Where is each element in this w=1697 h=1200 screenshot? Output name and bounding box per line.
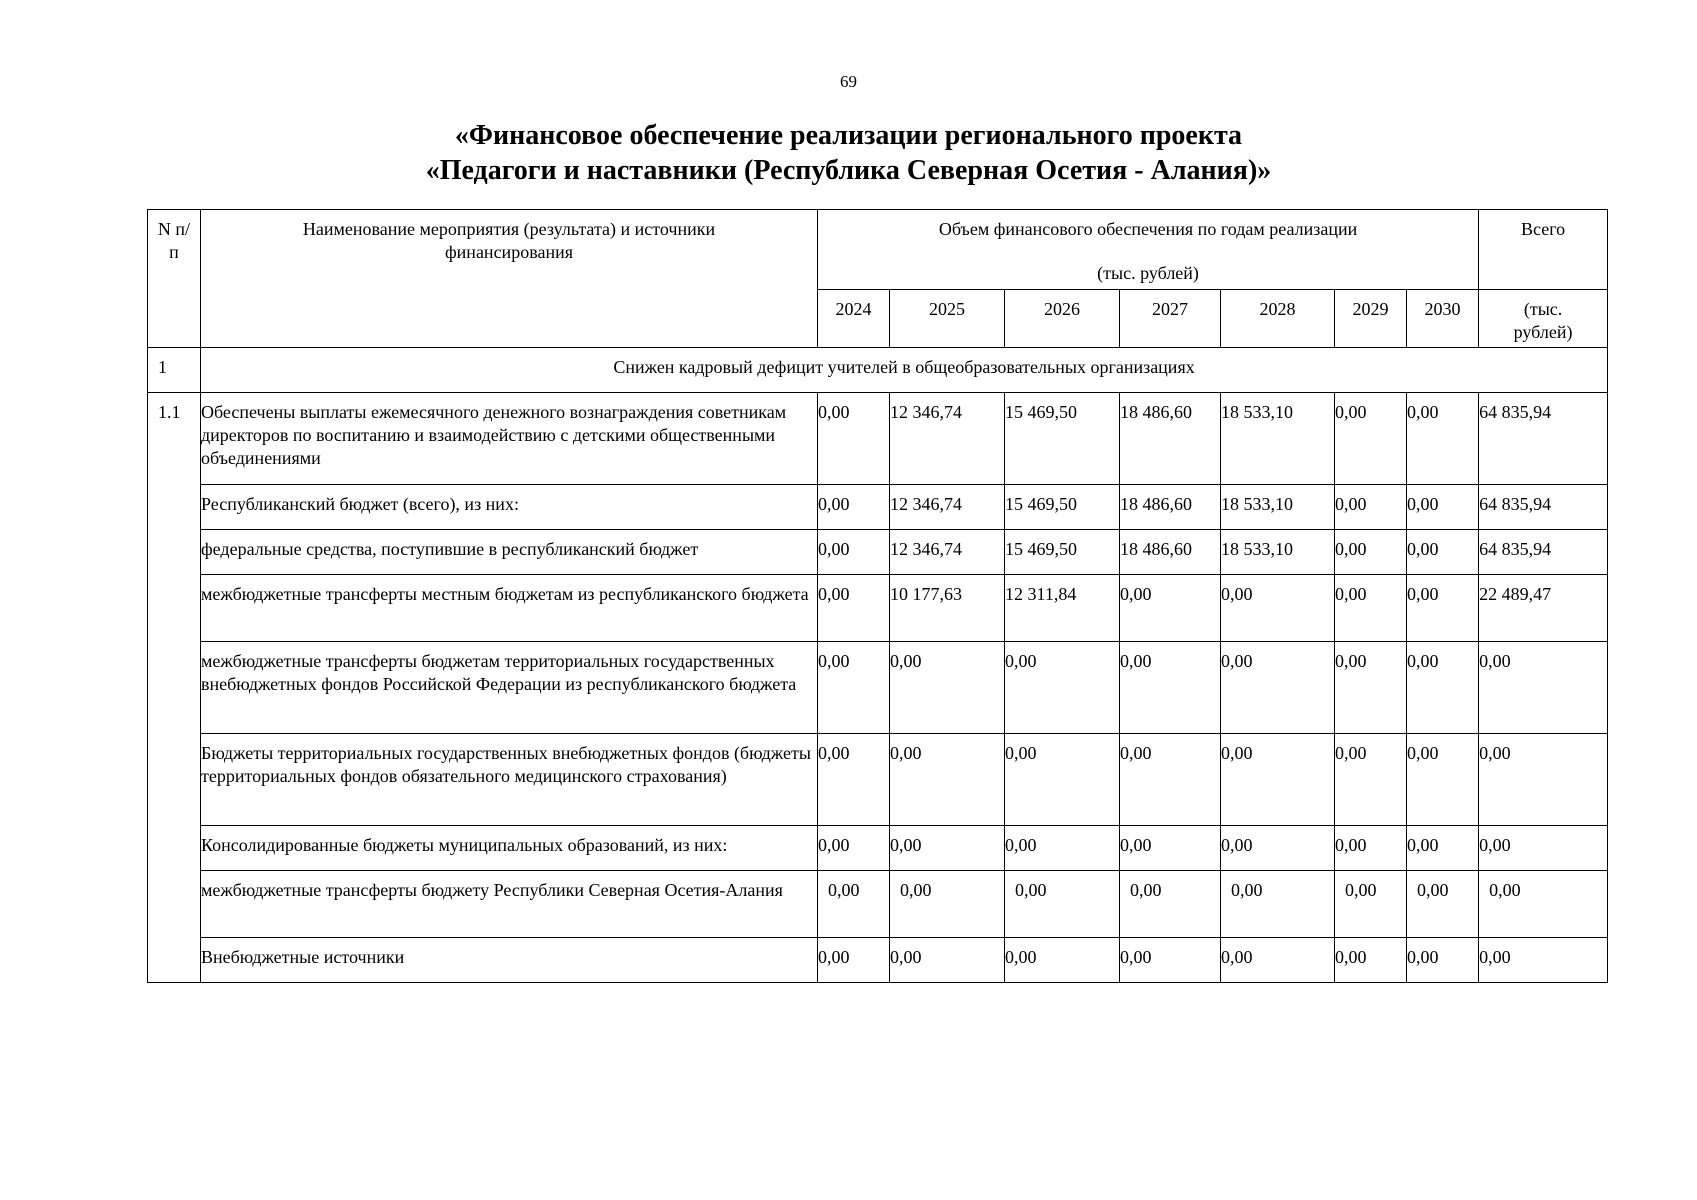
row-value-2027: 18 486,60	[1120, 485, 1221, 530]
result-value-2030: 0,00	[1407, 393, 1479, 485]
result-value-2027: 18 486,60	[1120, 393, 1221, 485]
result-value-2026: 15 469,50	[1005, 393, 1120, 485]
document-title	[0, 118, 1697, 188]
row-value-2025: 0,00	[890, 734, 1005, 826]
section-num: 1	[148, 348, 201, 393]
row-value-2029: 0,00	[1335, 642, 1407, 734]
row-value-2029: 0,00	[1335, 485, 1407, 530]
header-total: Всего	[1479, 210, 1608, 290]
header-volume-label: Объем финансового обеспечения по годам реализации	[938, 219, 1358, 239]
result-value-2028: 18 533,10	[1221, 393, 1335, 485]
row-value-2028: 0,00	[1221, 642, 1335, 734]
row-value-2025: 10 177,63	[890, 575, 1005, 642]
row-value-2030: 0,00	[1407, 575, 1479, 642]
result-value-2029: 0,00	[1335, 393, 1407, 485]
row-value-2026: 12 311,84	[1005, 575, 1120, 642]
title-line-2: «Педагоги и наставники (Республика Северная Осетия - Алания)»	[425, 155, 1272, 186]
row-value-2029: 0,00	[1335, 734, 1407, 826]
header-num: N п/п	[148, 210, 201, 348]
row-name: Внебюджетные источники	[201, 938, 818, 983]
row-value-2024: 0,00	[818, 642, 890, 734]
row-value-2027: 0,00	[1120, 826, 1221, 871]
row-value-2030: 0,00	[1407, 530, 1479, 575]
row-value-2030: 0,00	[1407, 734, 1479, 826]
table-row	[148, 734, 1608, 826]
row-value-2028: 18 533,10	[1221, 485, 1335, 530]
title-line-1: «Финансовое обеспечение реализации регионального проекта	[454, 120, 1243, 151]
table-header-row	[148, 210, 1608, 290]
row-value-total: 64 835,94	[1479, 530, 1608, 575]
row-value-2024: 0,00	[818, 530, 890, 575]
row-value-2030: 0,00	[1407, 485, 1479, 530]
row-value-2027: 0,00	[1120, 575, 1221, 642]
row-value-2030: 0,00	[1407, 938, 1479, 983]
row-value-2028: 0,00	[1221, 871, 1335, 938]
row-value-2028: 0,00	[1221, 826, 1335, 871]
row-value-2027: 0,00	[1120, 871, 1221, 938]
row-value-2029: 0,00	[1335, 938, 1407, 983]
page-number: 69	[840, 72, 857, 91]
row-value-2030: 0,00	[1407, 642, 1479, 734]
year-2029: 2029	[1335, 290, 1407, 348]
row-value-2025: 0,00	[890, 938, 1005, 983]
row-value-2028: 18 533,10	[1221, 530, 1335, 575]
result-value-2024: 0,00	[818, 393, 890, 485]
table-row	[148, 575, 1608, 642]
result-row	[148, 393, 1608, 485]
row-value-2024: 0,00	[818, 734, 890, 826]
row-value-2027: 18 486,60	[1120, 530, 1221, 575]
row-name: межбюджетные трансферты бюджету Республики Северная Осетия-Алания	[201, 871, 818, 938]
year-2024: 2024	[818, 290, 890, 348]
row-value-2027: 0,00	[1120, 938, 1221, 983]
row-name: межбюджетные трансферты местным бюджетам из республиканского бюджета	[201, 575, 818, 642]
section-row	[148, 348, 1608, 393]
row-value-2026: 0,00	[1005, 938, 1120, 983]
row-value-2024: 0,00	[818, 575, 890, 642]
row-name: Республиканский бюджет (всего), из них:	[201, 485, 818, 530]
row-value-total: 64 835,94	[1479, 485, 1608, 530]
row-value-2026: 0,00	[1005, 642, 1120, 734]
row-value-total: 0,00	[1479, 938, 1608, 983]
row-value-2025: 0,00	[890, 826, 1005, 871]
row-value-2025: 12 346,74	[890, 530, 1005, 575]
header-total-unit: (тыс. рублей)	[1479, 290, 1608, 348]
year-2026: 2026	[1005, 290, 1120, 348]
row-name: федеральные средства, поступившие в республиканский бюджет	[201, 530, 818, 575]
row-value-2026: 0,00	[1005, 734, 1120, 826]
result-num: 1.1	[148, 393, 201, 983]
header-volume	[818, 210, 1479, 290]
row-value-2024: 0,00	[818, 871, 890, 938]
row-value-2029: 0,00	[1335, 530, 1407, 575]
table-row	[148, 485, 1608, 530]
row-value-2029: 0,00	[1335, 826, 1407, 871]
header-name: Наименование мероприятия (результата) и источники финансирования	[201, 210, 818, 348]
header-volume-unit: (тыс. рублей)	[1097, 263, 1199, 283]
year-2030: 2030	[1407, 290, 1479, 348]
row-name: Бюджеты территориальных государственных внебюджетных фондов (бюджеты территориальных фондов обязательного медицинского страхования)	[201, 734, 818, 826]
row-value-2028: 0,00	[1221, 938, 1335, 983]
row-value-2029: 0,00	[1335, 871, 1407, 938]
year-2027: 2027	[1120, 290, 1221, 348]
row-value-2027: 0,00	[1120, 642, 1221, 734]
table-row	[148, 871, 1608, 938]
row-value-2026: 0,00	[1005, 826, 1120, 871]
row-value-2029: 0,00	[1335, 575, 1407, 642]
year-2025: 2025	[890, 290, 1005, 348]
row-value-total: 0,00	[1479, 734, 1608, 826]
financing-table	[147, 209, 1608, 983]
row-value-2025: 0,00	[890, 871, 1005, 938]
section-title: Снижен кадровый дефицит учителей в общеобразовательных организациях	[201, 348, 1608, 393]
row-value-2025: 12 346,74	[890, 485, 1005, 530]
row-value-total: 0,00	[1479, 826, 1608, 871]
table-row	[148, 642, 1608, 734]
row-value-2027: 0,00	[1120, 734, 1221, 826]
row-value-2026: 15 469,50	[1005, 530, 1120, 575]
row-value-total: 22 489,47	[1479, 575, 1608, 642]
row-value-2030: 0,00	[1407, 826, 1479, 871]
row-value-total: 0,00	[1479, 642, 1608, 734]
result-value-total: 64 835,94	[1479, 393, 1608, 485]
row-value-2024: 0,00	[818, 485, 890, 530]
result-value-2025: 12 346,74	[890, 393, 1005, 485]
row-value-2024: 0,00	[818, 826, 890, 871]
table-row	[148, 938, 1608, 983]
row-value-2026: 0,00	[1005, 871, 1120, 938]
row-value-2028: 0,00	[1221, 734, 1335, 826]
result-name: Обеспечены выплаты ежемесячного денежного вознаграждения советникам директоров по воспитанию и взаимодействию с детскими общественными объединениями	[201, 393, 818, 485]
row-value-2028: 0,00	[1221, 575, 1335, 642]
row-name: Консолидированные бюджеты муниципальных образований, из них:	[201, 826, 818, 871]
table-row	[148, 826, 1608, 871]
row-value-2030: 0,00	[1407, 871, 1479, 938]
table-row	[148, 530, 1608, 575]
year-2028: 2028	[1221, 290, 1335, 348]
row-value-2025: 0,00	[890, 642, 1005, 734]
row-value-total: 0,00	[1479, 871, 1608, 938]
row-value-2026: 15 469,50	[1005, 485, 1120, 530]
row-name: межбюджетные трансферты бюджетам территориальных государственных внебюджетных фондов Российской Федерации из республиканского бюджета	[201, 642, 818, 734]
row-value-2024: 0,00	[818, 938, 890, 983]
